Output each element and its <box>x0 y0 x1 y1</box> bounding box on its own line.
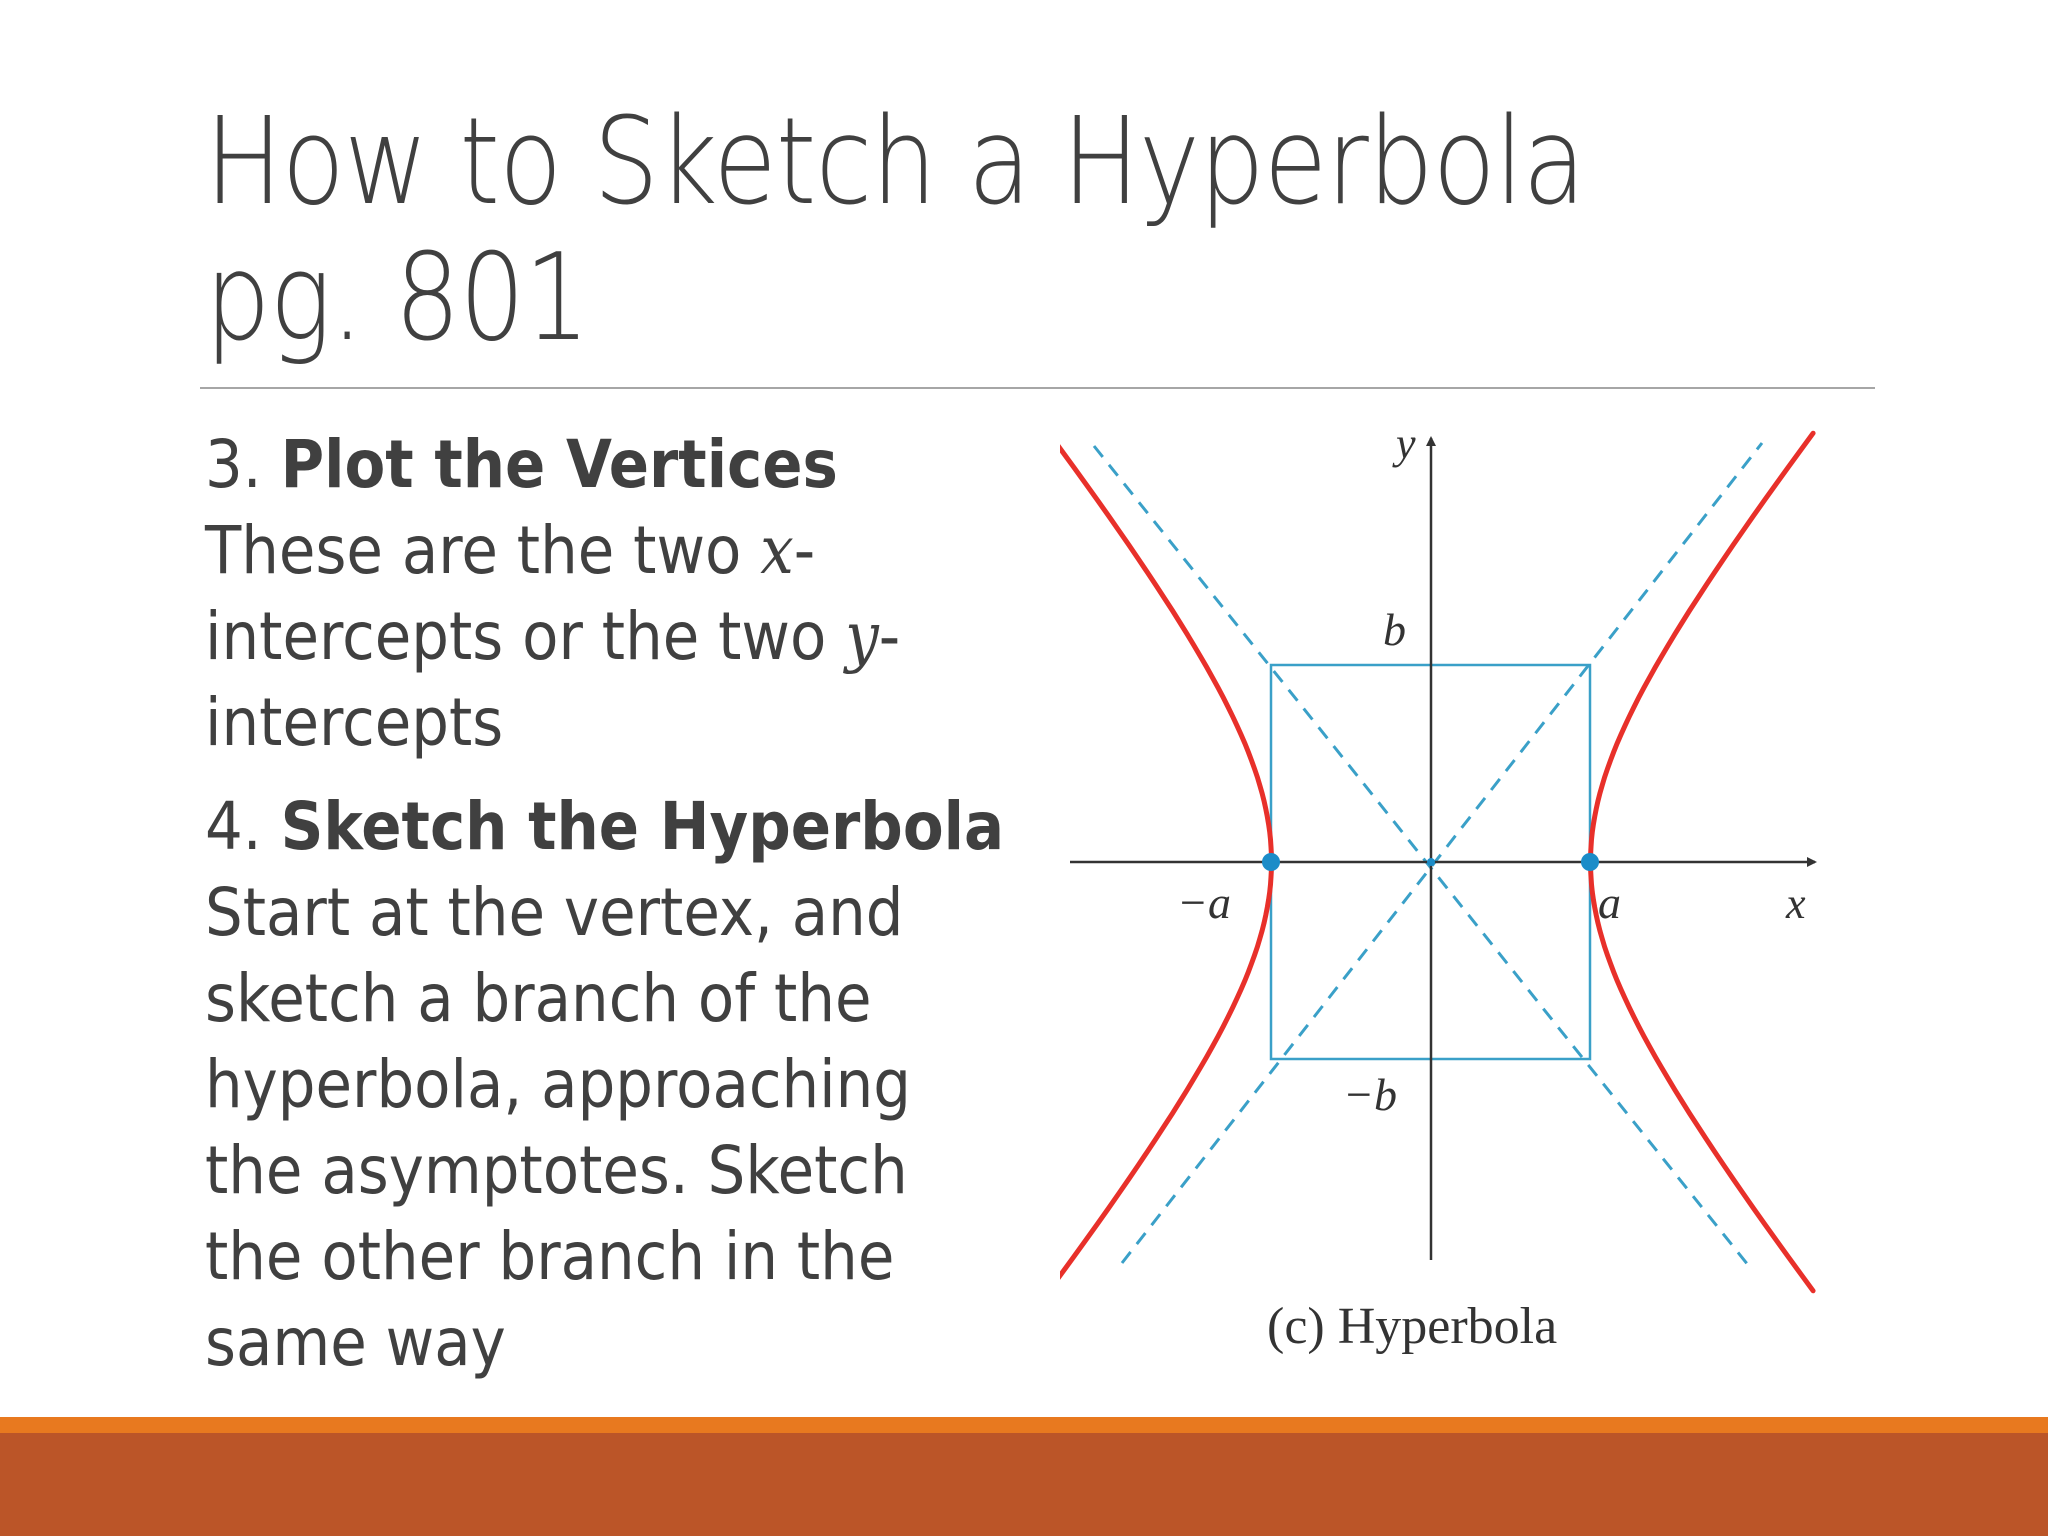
y-axis-label: y <box>1396 420 1416 468</box>
step-4-paragraph <box>205 784 1015 1386</box>
figure-caption: (c) Hyperbola <box>1267 1298 1558 1355</box>
slide-title: How to Sketch a Hyperbola pg. 801 <box>205 93 1586 368</box>
center-point <box>1427 858 1435 866</box>
asymptote-line-negative <box>1094 446 1748 1265</box>
step-3-heading: Plot the Vertices <box>280 426 838 503</box>
x-axis-label: x <box>1786 879 1806 928</box>
step-3-text-a: These are the two <box>205 512 761 589</box>
hyperbola-figure <box>1060 420 1840 1410</box>
footer-accent-line <box>0 1417 2048 1433</box>
var-x: x <box>760 512 794 589</box>
step-4-number: 4. <box>205 788 262 865</box>
footer-bar <box>0 1433 2048 1536</box>
vertex-right-point <box>1581 853 1599 871</box>
step-3-paragraph <box>205 422 1015 766</box>
step-3-text-b: -intercepts or the two <box>205 512 846 675</box>
title-divider <box>200 387 1875 389</box>
slide-body <box>205 422 1015 1386</box>
a-negative-label: −a <box>1177 877 1232 928</box>
b-negative-label: −b <box>1343 1069 1398 1120</box>
asymptote-line-positive <box>1122 443 1762 1263</box>
a-positive-label: a <box>1598 877 1621 928</box>
var-y: y <box>845 598 879 675</box>
vertex-left-point <box>1262 853 1280 871</box>
hyperbola-diagram <box>1060 420 1840 1410</box>
step-4-text: Start at the vertex, and sketch a branch of the hyperbola, approaching the asymptotes. Sketch the other branch in the same way <box>205 874 912 1381</box>
step-3-number: 3. <box>205 426 262 503</box>
step-3-text-c: -intercepts <box>205 598 901 761</box>
b-positive-label: b <box>1383 604 1406 655</box>
step-4-heading: Sketch the Hyperbola <box>280 788 1005 865</box>
